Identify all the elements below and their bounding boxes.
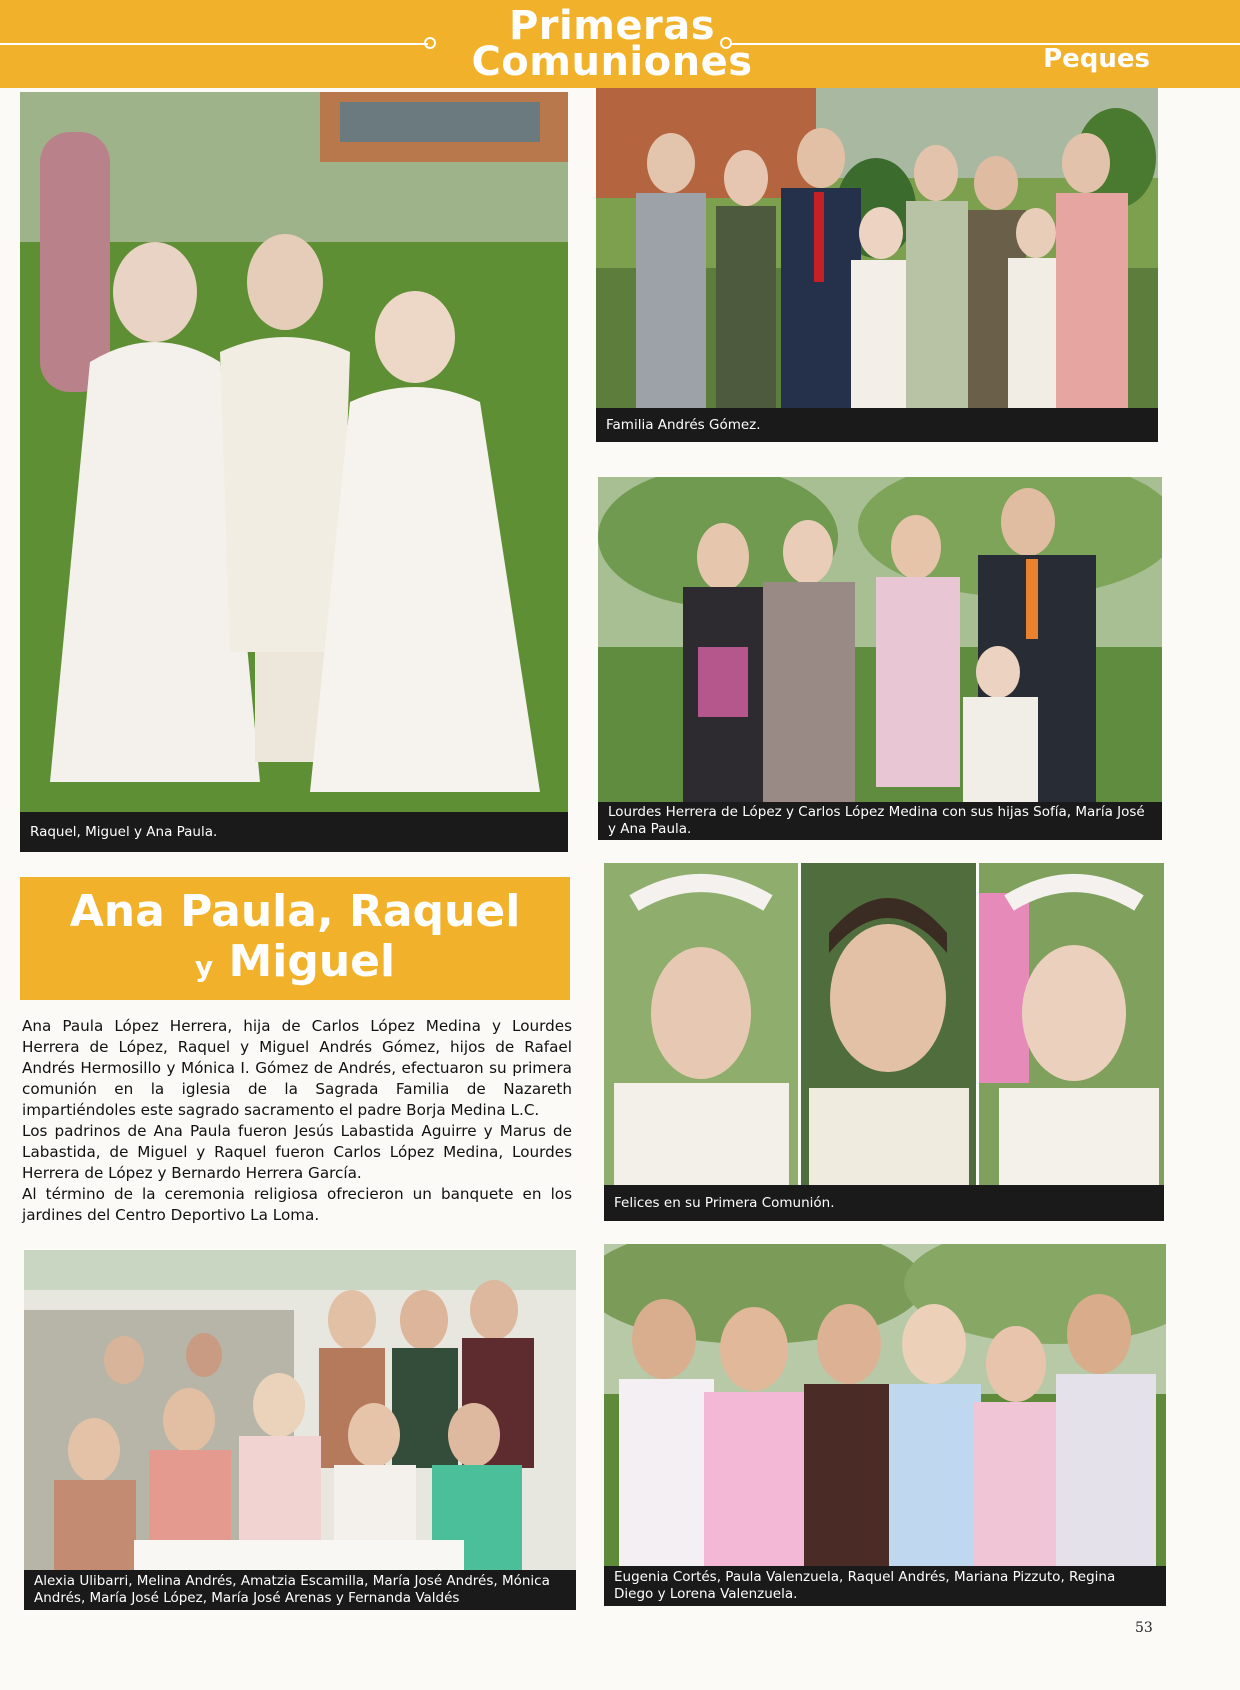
- article-title-line2: [20, 937, 570, 992]
- article-title-conjunction: y: [194, 950, 214, 983]
- caption-familia-andres-gomez: Familia Andrés Gómez.: [596, 408, 1158, 442]
- article-title-name: Miguel: [228, 936, 396, 987]
- photo-alexia-ulibarri-group: [24, 1250, 576, 1570]
- article-paragraph-2: Los padrinos de Ana Paula fueron Jesús Labastida Aguirre y Marus de Labastida, de Miguel y Raquel fueron Carlos López Medina, Lourdes Herrera de López y Bernardo Herrera García.: [22, 1122, 572, 1182]
- photo-felices-primera-comunion: [604, 863, 1164, 1185]
- caption-eugenia-cortes-group: Eugenia Cortés, Paula Valenzuela, Raquel Andrés, Mariana Pizzuto, Regina Diego y Lorena Valenzuela.: [604, 1566, 1166, 1606]
- photo-familia-andres-gomez: [596, 88, 1158, 408]
- caption-alexia-ulibarri-group: Alexia Ulibarri, Melina Andrés, Amatzia Escamilla, María José Andrés, Mónica Andrés, María José López, María José Arenas y Fernanda Valdés: [24, 1570, 576, 1610]
- caption-raquel-miguel-ana: Raquel, Miguel y Ana Paula.: [20, 812, 568, 852]
- article-title-line1: Ana Paula, Raquel: [69, 886, 521, 937]
- photo-lourdes-carlos-hijas: [598, 477, 1162, 802]
- header-rule-left: [0, 43, 428, 45]
- photo-eugenia-cortes-group: [604, 1244, 1166, 1566]
- page-number: 53: [1135, 1620, 1153, 1636]
- header-rule-right: [730, 43, 1240, 45]
- article-paragraph-3: Al término de la ceremonia religiosa ofrecieron un banquete en los jardines del Centro Deportivo La Loma.: [22, 1185, 572, 1224]
- header-title-line1: Primeras: [508, 3, 716, 49]
- section-label: Peques: [1043, 44, 1150, 74]
- photo-raquel-miguel-ana: [20, 92, 568, 812]
- article-title-box: [20, 877, 570, 1000]
- caption-felices-primera-comunion: Felices en su Primera Comunión.: [604, 1185, 1164, 1221]
- header-title-line2: Comuniones: [471, 39, 753, 85]
- caption-lourdes-carlos-hijas: Lourdes Herrera de López y Carlos López Medina con sus hijas Sofía, María José y Ana Paula.: [598, 802, 1162, 840]
- article-paragraph-1: Ana Paula López Herrera, hija de Carlos López Medina y Lourdes Herrera de López, Raquel y Miguel Andrés Gómez, hijos de Rafael Andrés Hermosillo y Mónica I. Gómez de Andrés, efectuaron su primera comunión en la iglesia de la Sagrada Familia de Nazareth impartiéndoles este sagrado sacramento el padre Borja Medina L.C.: [22, 1017, 572, 1119]
- article-body: [22, 1016, 572, 1226]
